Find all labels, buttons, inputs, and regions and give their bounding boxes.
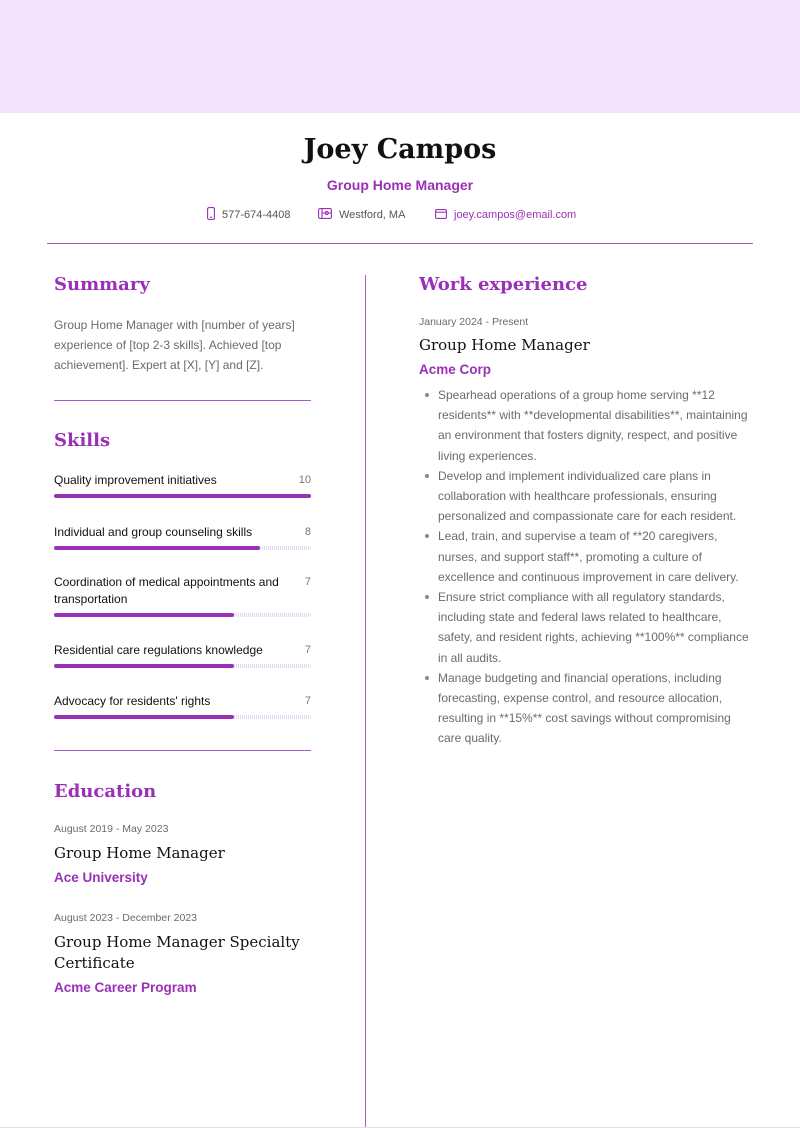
skills-divider	[54, 750, 311, 751]
list-item: Develop and implement individualized care plans in collaboration with healthcare professionals, ensuring personalized and compassionate care for each resident.	[419, 466, 754, 527]
phone-text: 577-674-4408	[222, 209, 291, 221]
education-item	[54, 822, 311, 887]
list-item: Ensure strict compliance with all regulatory standards, including state and federal laws related to healthcare, safety, and resident rights, achieving **100%** compliance in all audits.	[419, 587, 754, 668]
column-divider	[365, 275, 366, 1128]
skill-name: Residential care regulations knowledge	[54, 643, 263, 657]
contact-email[interactable]	[435, 206, 576, 224]
summary-divider	[54, 400, 311, 401]
education-degree: Group Home Manager	[54, 844, 225, 862]
skill-bar-fill	[54, 613, 234, 617]
header-divider	[47, 243, 753, 244]
skill-bar-fill	[54, 715, 234, 719]
skill-score: 7	[304, 576, 311, 588]
list-item: Spearhead operations of a group home serving **12 residents** with **developmental disabilities**, maintaining an environment that fosters dignity, respect, and positive living experiences.	[419, 385, 754, 466]
skill-bar-fill	[54, 494, 311, 498]
skill-item	[54, 642, 311, 659]
candidate-name: Joey Campos	[303, 134, 497, 165]
skill-bar	[54, 664, 311, 668]
skill-bar	[54, 494, 311, 498]
location-text: Westford, MA	[339, 209, 406, 221]
education-school: Ace University	[54, 870, 148, 885]
education-heading: Education	[54, 781, 157, 802]
education-dates: August 2019 - May 2023	[54, 823, 169, 835]
phone-icon	[207, 207, 222, 223]
education-dates: August 2023 - December 2023	[54, 912, 198, 924]
skills-heading: Skills	[54, 430, 111, 451]
summary-text: Group Home Manager with [number of years] experience of [top 2-3 skills]. Achieved [top achievement]. Expert at [X], [Y] and [Z].	[54, 318, 295, 372]
contact-row	[0, 206, 800, 224]
skill-name: Quality improvement initiatives	[54, 473, 217, 487]
resume-header	[0, 130, 800, 194]
email-link[interactable]: joey.campos@email.com	[454, 209, 577, 221]
skill-score: 7	[304, 695, 311, 707]
skill-bar	[54, 715, 311, 719]
work-item	[419, 315, 754, 749]
list-item: Manage budgeting and financial operations, including forecasting, expense control, and resource allocation, resulting in **15%** cost savings without compromising care quality.	[419, 668, 754, 749]
summary-heading: Summary	[54, 274, 150, 295]
skill-name: Individual and group counseling skills	[54, 525, 253, 539]
skill-item	[54, 574, 311, 608]
mail-icon	[435, 209, 454, 222]
skill-score: 10	[298, 474, 311, 486]
skill-item	[54, 693, 311, 710]
contact-location	[318, 206, 405, 224]
work-dates: January 2024 - Present	[419, 316, 529, 328]
skill-name: Coordination of medical appointments and transportation	[54, 575, 279, 606]
header-band	[0, 0, 800, 113]
map-icon	[318, 208, 339, 222]
list-item: Lead, train, and supervise a team of **20 caregivers, nurses, and support staff**, promoting a culture of excellence and continuous improvement in care delivery.	[419, 526, 754, 587]
education-degree: Group Home Manager Specialty Certificate	[54, 933, 300, 972]
skill-bar-fill	[54, 664, 234, 668]
candidate-title: Group Home Manager	[326, 177, 474, 193]
skill-bar	[54, 546, 311, 550]
work-role: Group Home Manager	[419, 336, 590, 354]
contact-phone	[207, 206, 291, 224]
work-bullets	[419, 385, 754, 749]
skill-item	[54, 472, 311, 489]
skill-bar	[54, 613, 311, 617]
education-school: Acme Career Program	[54, 980, 197, 995]
skill-bar-fill	[54, 546, 260, 550]
education-item	[54, 911, 311, 997]
skill-score: 7	[304, 644, 311, 656]
skill-item	[54, 524, 311, 541]
skill-score: 8	[304, 526, 311, 538]
work-company: Acme Corp	[419, 362, 492, 377]
skill-name: Advocacy for residents' rights	[54, 694, 211, 708]
work-heading: Work experience	[419, 274, 588, 295]
